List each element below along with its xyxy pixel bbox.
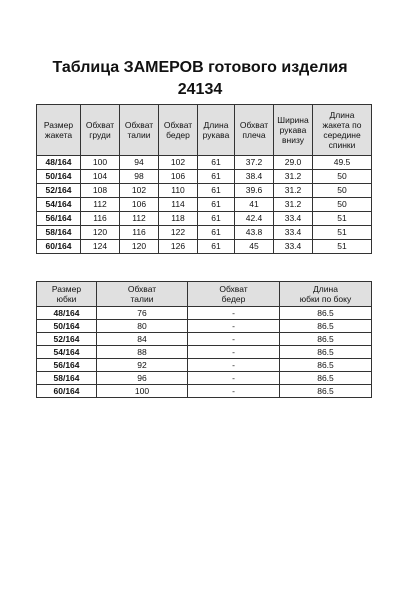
measurement-cell: 29.0 bbox=[274, 156, 313, 170]
column-header: Длина рукава bbox=[198, 105, 235, 156]
size-cell: 60/164 bbox=[37, 240, 81, 254]
measurement-cell: - bbox=[188, 385, 280, 398]
measurement-cell: 76 bbox=[97, 307, 188, 320]
measurement-cell: 88 bbox=[97, 346, 188, 359]
measurement-cell: 92 bbox=[97, 359, 188, 372]
size-cell: 60/164 bbox=[37, 385, 97, 398]
table-row bbox=[37, 240, 372, 254]
measurement-cell: 106 bbox=[159, 170, 198, 184]
article-number: 24134 bbox=[177, 81, 223, 98]
measurement-cell: 124 bbox=[81, 240, 120, 254]
measurement-cell: 61 bbox=[198, 198, 235, 212]
measurement-cell: 31.2 bbox=[274, 198, 313, 212]
measurement-cell: 96 bbox=[97, 372, 188, 385]
measurement-cell: 61 bbox=[198, 226, 235, 240]
measurement-cell: 86.5 bbox=[280, 320, 372, 333]
measurement-cell: 38.4 bbox=[235, 170, 274, 184]
column-header: Обхват бедер bbox=[188, 282, 280, 307]
measurement-cell: 33.4 bbox=[274, 240, 313, 254]
size-cell: 50/164 bbox=[37, 170, 81, 184]
table-row bbox=[37, 359, 372, 372]
measurement-cell: - bbox=[188, 346, 280, 359]
measurement-cell: 31.2 bbox=[274, 184, 313, 198]
size-cell: 52/164 bbox=[37, 184, 81, 198]
measurement-cell: 102 bbox=[120, 184, 159, 198]
measurement-cell: 61 bbox=[198, 240, 235, 254]
measurement-cell: 86.5 bbox=[280, 359, 372, 372]
table-row bbox=[37, 212, 372, 226]
measurement-cell: 106 bbox=[120, 198, 159, 212]
table-row bbox=[37, 346, 372, 359]
measurement-cell: 102 bbox=[159, 156, 198, 170]
column-header: Размер юбки bbox=[37, 282, 97, 307]
measurement-cell: 51 bbox=[313, 240, 372, 254]
measurement-cell: 98 bbox=[120, 170, 159, 184]
measurement-cell: 112 bbox=[120, 212, 159, 226]
measurement-cell: 100 bbox=[81, 156, 120, 170]
table-row bbox=[37, 333, 372, 346]
measurement-cell: 61 bbox=[198, 156, 235, 170]
column-header: Длина жакета по середине спинки bbox=[313, 105, 372, 156]
column-header: Обхват талии bbox=[120, 105, 159, 156]
measurement-cell: 110 bbox=[159, 184, 198, 198]
measurement-cell: 116 bbox=[120, 226, 159, 240]
page-title: Таблица ЗАМЕРОВ готового изделия bbox=[52, 59, 348, 76]
size-cell: 48/164 bbox=[37, 156, 81, 170]
table-header-row bbox=[37, 282, 372, 307]
table-header-row bbox=[37, 105, 372, 156]
measurement-cell: 51 bbox=[313, 226, 372, 240]
measurement-cell: 61 bbox=[198, 170, 235, 184]
measurement-cell: 100 bbox=[97, 385, 188, 398]
size-cell: 56/164 bbox=[37, 212, 81, 226]
measurement-cell: 126 bbox=[159, 240, 198, 254]
measurement-cell: 39.6 bbox=[235, 184, 274, 198]
table-row bbox=[37, 320, 372, 333]
measurement-cell: 86.5 bbox=[280, 372, 372, 385]
column-header: Обхват талии bbox=[97, 282, 188, 307]
column-header: Обхват бедер bbox=[159, 105, 198, 156]
size-cell: 54/164 bbox=[37, 346, 97, 359]
size-cell: 58/164 bbox=[37, 226, 81, 240]
measurement-cell: 114 bbox=[159, 198, 198, 212]
measurement-cell: 33.4 bbox=[274, 226, 313, 240]
measurement-cell: 86.5 bbox=[280, 385, 372, 398]
measurement-cell: 45 bbox=[235, 240, 274, 254]
measurement-cell: 108 bbox=[81, 184, 120, 198]
measurement-cell: 50 bbox=[313, 184, 372, 198]
table-row bbox=[37, 170, 372, 184]
measurement-cell: 37.2 bbox=[235, 156, 274, 170]
jacket-size-table bbox=[36, 104, 372, 254]
measurement-cell: - bbox=[188, 372, 280, 385]
measurement-cell: 112 bbox=[81, 198, 120, 212]
measurement-cell: 94 bbox=[120, 156, 159, 170]
table-row bbox=[37, 198, 372, 212]
column-header: Длина юбки по боку bbox=[280, 282, 372, 307]
measurement-cell: 86.5 bbox=[280, 307, 372, 320]
measurement-cell: 118 bbox=[159, 212, 198, 226]
measurement-cell: 116 bbox=[81, 212, 120, 226]
size-cell: 52/164 bbox=[37, 333, 97, 346]
measurement-cell: 84 bbox=[97, 333, 188, 346]
measurement-cell: 86.5 bbox=[280, 333, 372, 346]
table-row bbox=[37, 226, 372, 240]
measurement-cell: 122 bbox=[159, 226, 198, 240]
measurement-cell: - bbox=[188, 359, 280, 372]
table-row bbox=[37, 307, 372, 320]
table-row bbox=[37, 385, 372, 398]
measurement-cell: 61 bbox=[198, 184, 235, 198]
table-row bbox=[37, 156, 372, 170]
measurement-cell: 61 bbox=[198, 212, 235, 226]
measurement-cell: 50 bbox=[313, 170, 372, 184]
table-row bbox=[37, 372, 372, 385]
measurement-cell: 33.4 bbox=[274, 212, 313, 226]
measurement-cell: 42.4 bbox=[235, 212, 274, 226]
size-cell: 56/164 bbox=[37, 359, 97, 372]
measurement-cell: 43.8 bbox=[235, 226, 274, 240]
column-header: Ширина рукава внизу bbox=[274, 105, 313, 156]
size-cell: 54/164 bbox=[37, 198, 81, 212]
column-header: Обхват плеча bbox=[235, 105, 274, 156]
measurement-cell: 120 bbox=[81, 226, 120, 240]
size-cell: 48/164 bbox=[37, 307, 97, 320]
measurement-cell: - bbox=[188, 333, 280, 346]
size-cell: 58/164 bbox=[37, 372, 97, 385]
table-row bbox=[37, 184, 372, 198]
measurement-cell: 86.5 bbox=[280, 346, 372, 359]
column-header: Обхват груди bbox=[81, 105, 120, 156]
measurement-cell: 120 bbox=[120, 240, 159, 254]
measurement-cell: 51 bbox=[313, 212, 372, 226]
column-header: Размер жакета bbox=[37, 105, 81, 156]
size-cell: 50/164 bbox=[37, 320, 97, 333]
measurement-cell: 80 bbox=[97, 320, 188, 333]
measurement-cell: 49.5 bbox=[313, 156, 372, 170]
measurement-cell: 31.2 bbox=[274, 170, 313, 184]
measurement-cell: - bbox=[188, 307, 280, 320]
measurement-cell: 41 bbox=[235, 198, 274, 212]
measurement-cell: 50 bbox=[313, 198, 372, 212]
measurement-cell: 104 bbox=[81, 170, 120, 184]
skirt-size-table bbox=[36, 281, 372, 398]
measurement-cell: - bbox=[188, 320, 280, 333]
